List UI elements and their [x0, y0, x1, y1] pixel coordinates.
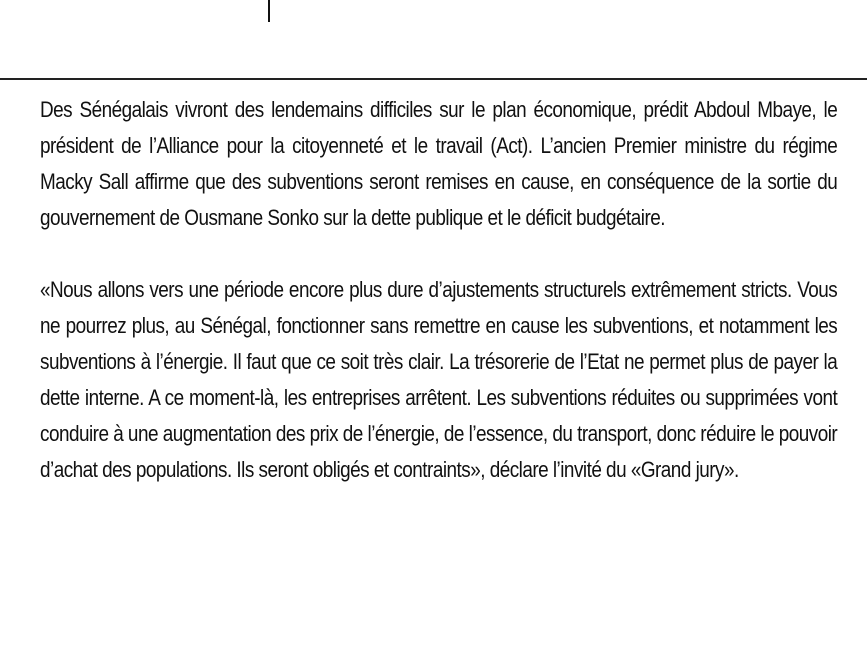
text-cursor-mark	[268, 0, 270, 22]
article-body	[40, 92, 837, 488]
article-paragraph-2: «Nous allons vers une période encore plus dure d’ajustements structurels extrêmement stricts. Vous ne pourrez plus, au Sénégal, fonctionner sans remettre en cause les subventions, et notamment les subventions à l’énergie. Il faut que ce soit très clair. La trésorerie de l’Etat ne permet plus de payer la dette interne. A ce moment-là, les entreprises arrêtent. Les subventions réduites ou supprimées vont conduire à une augmentation des prix de l’énergie, de l’essence, du transport, donc réduire le pouvoir d’achat des populations. Ils seront obligés et contraints», déclare l’invité du «Grand jury».	[40, 277, 838, 482]
header-divider	[0, 78, 867, 80]
article-paragraph-1: Des Sénégalais vivront des lendemains difficiles sur le plan économique, prédit Abdoul Mbaye, le président de l’Alliance pour la citoyenneté et le travail (Act). L’ancien Premier ministre du régime Macky Sall affirme que des subventions seront remises en cause, en conséquence de la sortie du gouvernement de Ousmane Sonko sur la dette publique et le déficit budgétaire.	[40, 97, 838, 230]
